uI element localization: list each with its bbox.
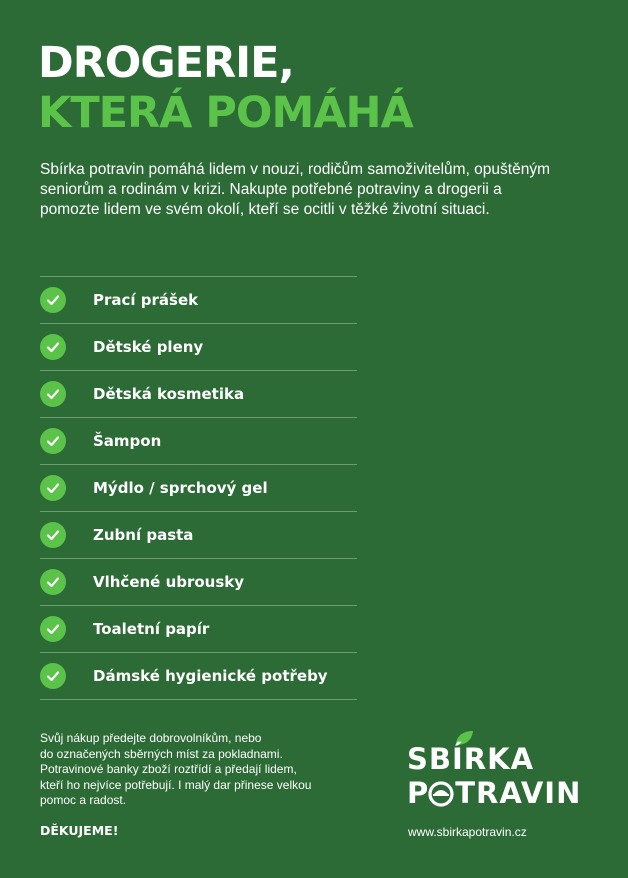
checklist-item-label: Toaletní papír [93, 620, 210, 638]
checklist-item-label: Vlhčené ubrousky [93, 573, 245, 591]
checklist-item-label: Prací prášek [93, 291, 199, 309]
footer-line: do označených sběrných míst za pokladnami. [40, 746, 283, 761]
checklist-item-label: Zubní pasta [93, 526, 194, 544]
footer-line: Potravinové banky zboží roztřídí a předají lidem, [40, 762, 297, 776]
checklist-item [40, 465, 357, 512]
title-line-2: KTERÁ POMÁHÁ [38, 88, 413, 138]
check-icon [40, 428, 66, 454]
checklist-item-label: Mýdlo / sprchový gel [93, 479, 268, 497]
title-line-1: DROGERIE, [38, 38, 294, 88]
check-icon [40, 522, 66, 548]
checklist-item-label: Dětská kosmetika [93, 385, 245, 403]
checklist-item [40, 512, 357, 559]
checklist-item-label: Dětské pleny [93, 338, 204, 356]
logo-line-2-suffix: TRAVIN [455, 776, 582, 810]
footer-line: kteří ho nejvíce potřebují. I malý dar přinese velkou [40, 777, 312, 792]
logo-line-2-prefix: P [407, 776, 430, 810]
intro-paragraph: Sbírka potravin pomáhá lidem v nouzi, rodičům samoživitelům, opuštěným seniorům a rodinám v krizi. Nakupte potřebné potraviny a drogerii a pomozte lidem ve svém okolí, kteří se ocitli v těžké životní situaci. [40, 161, 551, 218]
logo [407, 740, 597, 810]
checklist-item-label: Šampon [93, 432, 162, 450]
checklist [40, 276, 357, 700]
footer-line: pomoc a radost. [40, 793, 127, 807]
checklist-item [40, 371, 357, 418]
footer-text [40, 731, 360, 809]
website-url: www.sbirkapotravin.cz [408, 825, 527, 839]
checklist-item [40, 653, 357, 700]
checklist-item [40, 277, 357, 324]
page-title [38, 38, 413, 138]
check-icon [40, 663, 66, 689]
check-icon [40, 475, 66, 501]
check-icon [40, 381, 66, 407]
checklist-item-label: Dámské hygienické potřeby [93, 667, 328, 685]
logo-line-1: SBÍRKA [407, 742, 535, 776]
footer-line: Svůj nákup předejte dobrovolníkům, nebo [40, 731, 262, 745]
checklist-item [40, 606, 357, 653]
checklist-item [40, 324, 357, 371]
check-icon [40, 616, 66, 642]
check-icon [40, 287, 66, 313]
check-icon [40, 569, 66, 595]
thanks-text: DĚKUJEME! [40, 823, 119, 838]
checklist-item [40, 559, 357, 606]
plate-icon [427, 781, 455, 807]
check-icon [40, 334, 66, 360]
checklist-item [40, 418, 357, 465]
